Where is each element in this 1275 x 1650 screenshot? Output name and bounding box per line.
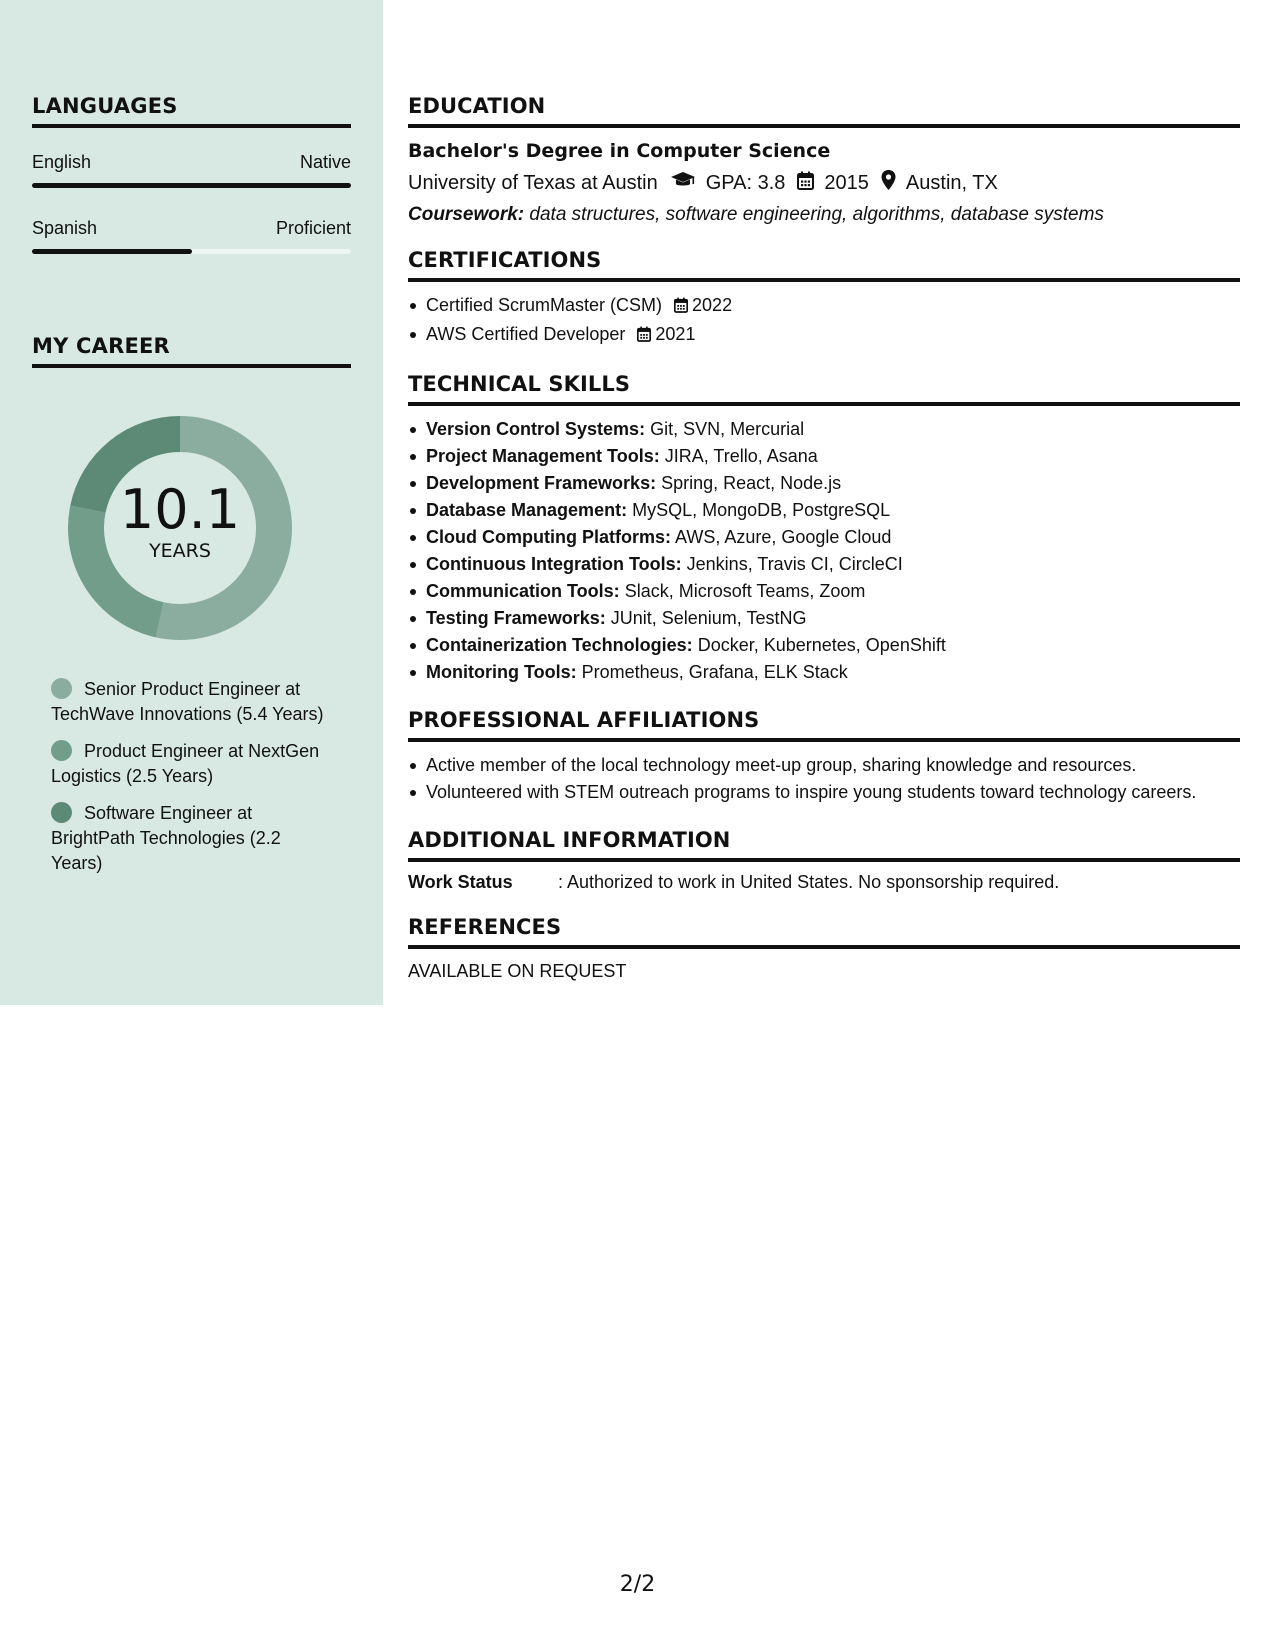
additional-info-heading: ADDITIONAL INFORMATION (408, 828, 1240, 862)
list-item (426, 416, 1240, 443)
skill-category: Database Management: (426, 500, 628, 520)
skill-values: Jenkins, Travis CI, CircleCI (686, 554, 903, 574)
list-item: Active member of the local technology meet-up group, sharing knowledge and resources. (426, 752, 1240, 779)
skill-category: Testing Frameworks: (426, 608, 606, 628)
skill-category: Version Control Systems: (426, 419, 646, 439)
graduation-year: 2015 (824, 171, 869, 194)
certifications-section (408, 248, 1240, 350)
career-total-years: 10.1 (119, 478, 241, 541)
main-content (408, 94, 1240, 982)
calendar-icon (674, 294, 688, 321)
legend-dot-icon (51, 740, 72, 761)
references-section (408, 915, 1240, 982)
certification-year: 2022 (692, 295, 733, 315)
coursework-label: Coursework: (408, 204, 525, 225)
calendar-icon (637, 323, 651, 350)
language-bar-fill (32, 249, 192, 254)
skills-list (408, 416, 1240, 686)
list-item (426, 632, 1240, 659)
languages-heading: LANGUAGES (32, 94, 351, 128)
references-heading: REFERENCES (408, 915, 1240, 949)
skill-values: Prometheus, Grafana, ELK Stack (581, 662, 848, 682)
work-status-value: : Authorized to work in United States. No sponsorship required. (558, 872, 1060, 892)
language-level: Native (299, 152, 351, 172)
skill-category: Monitoring Tools: (426, 662, 577, 682)
language-name: Spanish (32, 218, 98, 238)
career-item (51, 801, 331, 876)
coursework (408, 204, 1240, 226)
work-status-label: Work Status (408, 872, 513, 892)
certification-year: 2021 (655, 324, 696, 344)
skill-category: Cloud Computing Platforms: (426, 527, 671, 547)
additional-info-section (408, 828, 1240, 893)
list-item (426, 443, 1240, 470)
language-name: English (32, 152, 92, 172)
skill-values: Git, SVN, Mercurial (650, 419, 805, 439)
language-entry-english (32, 152, 351, 188)
skill-category: Communication Tools: (426, 581, 620, 601)
affiliations-section (408, 708, 1240, 806)
school-name: University of Texas at Austin (408, 171, 658, 194)
skill-values: Slack, Microsoft Teams, Zoom (624, 581, 866, 601)
page-number: 2/2 (619, 1572, 656, 1597)
language-level: Proficient (275, 218, 351, 238)
legend-dot-icon (51, 802, 72, 823)
skills-heading: TECHNICAL SKILLS (408, 372, 1240, 406)
career-item (51, 739, 331, 789)
list-item (426, 551, 1240, 578)
coursework-list: data structures, software engineering, algorithms, database systems (529, 204, 1104, 225)
language-bar (32, 249, 351, 254)
certification-name: Certified ScrumMaster (CSM) (426, 295, 663, 315)
skills-section (408, 372, 1240, 686)
graduation-cap-icon (670, 171, 696, 195)
sidebar (0, 0, 383, 1005)
list-item (426, 659, 1240, 686)
education-heading: EDUCATION (408, 94, 1240, 128)
gpa: GPA: 3.8 (705, 171, 786, 194)
affiliations-list (408, 752, 1240, 806)
list-item (426, 578, 1240, 605)
language-bar (32, 183, 351, 188)
education-section (408, 94, 1240, 226)
career-item-text: Senior Product Engineer at TechWave Innovations (5.4 Years) (51, 679, 324, 724)
list-item (426, 497, 1240, 524)
skill-values: JIRA, Trello, Asana (664, 446, 818, 466)
list-item (426, 524, 1240, 551)
degree-title: Bachelor's Degree in Computer Science (408, 140, 831, 162)
language-bar-fill (32, 183, 351, 188)
skill-category: Continuous Integration Tools: (426, 554, 682, 574)
skill-values: Docker, Kubernetes, OpenShift (697, 635, 946, 655)
skill-category: Containerization Technologies: (426, 635, 693, 655)
career-item (51, 677, 331, 727)
calendar-icon (797, 171, 814, 196)
list-item (426, 470, 1240, 497)
career-legend (32, 677, 351, 876)
career-donut-chart (65, 413, 295, 643)
list-item (426, 321, 1240, 350)
certification-name: AWS Certified Developer (426, 324, 626, 344)
skill-values: Spring, React, Node.js (661, 473, 842, 493)
list-item (426, 605, 1240, 632)
school-location: Austin, TX (905, 171, 998, 194)
skill-values: AWS, Azure, Google Cloud (675, 527, 892, 547)
certifications-list (408, 292, 1240, 350)
work-status-row (408, 872, 1240, 893)
list-item (426, 292, 1240, 321)
references-text: AVAILABLE ON REQUEST (408, 961, 627, 981)
career-total-unit: YEARS (149, 540, 211, 562)
legend-dot-icon (51, 678, 72, 699)
career-heading: MY CAREER (32, 334, 351, 368)
career-item-text: Product Engineer at NextGen Logistics (2.5 Years) (51, 741, 320, 786)
certifications-heading: CERTIFICATIONS (408, 248, 1240, 282)
career-item-text: Software Engineer at BrightPath Technologies (2.2 Years) (51, 803, 281, 873)
skill-category: Project Management Tools: (426, 446, 660, 466)
skill-values: MySQL, MongoDB, PostgreSQL (632, 500, 891, 520)
affiliations-heading: PROFESSIONAL AFFILIATIONS (408, 708, 1240, 742)
language-entry-spanish (32, 218, 351, 254)
location-pin-icon (881, 170, 896, 196)
skill-values: JUnit, Selenium, TestNG (610, 608, 807, 628)
education-details (408, 170, 1240, 196)
skill-category: Development Frameworks: (426, 473, 657, 493)
list-item: Volunteered with STEM outreach programs to inspire young students toward technology careers. (426, 779, 1240, 806)
